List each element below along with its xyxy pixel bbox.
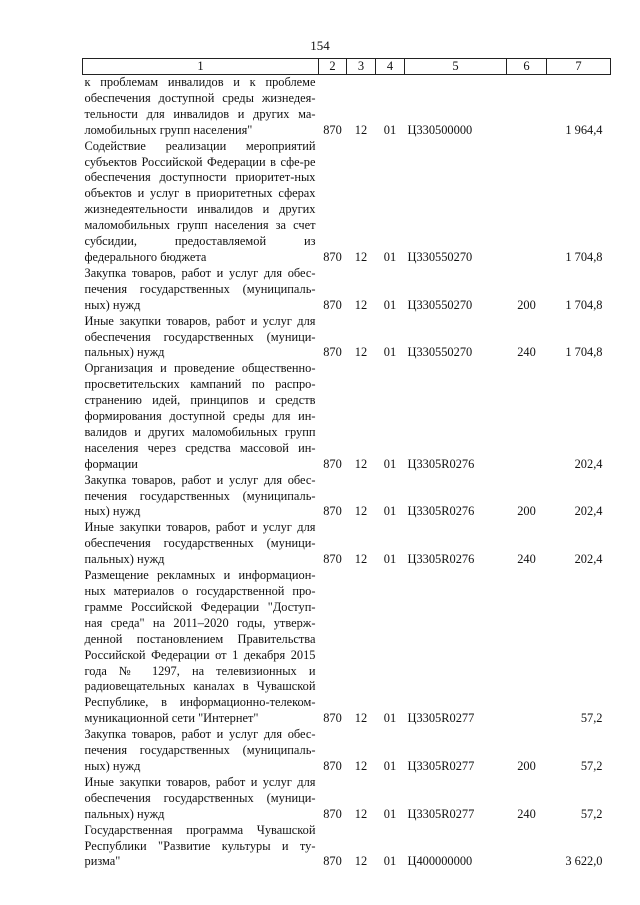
row-vr-cell: 200 [517, 758, 536, 773]
row-csr-cell: Ц330550270 [407, 249, 473, 264]
row-gr-cell: 870 [323, 854, 342, 869]
row-name-cell: Закупка товаров, работ и услуг для обес-печения государственных (муниципаль-ных) нужд [84, 727, 316, 773]
table-row [83, 75, 611, 139]
row-name-cell: Иные закупки товаров, работ и услуг для обеспечения государственных (муници-пальных) нужд [84, 313, 316, 360]
row-sum-cell: 1 704,8 [565, 249, 603, 264]
row-csr-cell: Ц330550270 [407, 345, 473, 360]
row-csr-cell: Ц3305R0277 [407, 758, 475, 773]
table-row [83, 473, 611, 521]
row-vr-cell [507, 75, 547, 139]
row-rz-cell: 12 [354, 297, 368, 312]
table-row [83, 266, 611, 314]
column-header-3: 3 [347, 59, 376, 75]
row-name-cell: Организация и проведение общественно-просветительских кампаний по распро-странению идей, принципов и средств формирования доступной среды для ин-валидов и других маломобильных групп населения через средства массовой ин-формации [84, 361, 316, 471]
row-name-cell: Иные закупки товаров, работ и услуг для обеспечения государственных (муници-пальных) нужд [84, 520, 316, 567]
row-sum-cell: 1 704,8 [565, 297, 603, 312]
row-gr-cell: 870 [323, 345, 342, 360]
row-pr-cell: 01 [383, 854, 397, 869]
row-vr-cell: 200 [517, 297, 536, 312]
row-gr-cell: 870 [323, 122, 342, 137]
row-sum-cell: 1 704,8 [565, 345, 603, 360]
row-name-cell: Закупка товаров, работ и услуг для обес-печения государственных (муниципаль-ных) нужд [84, 472, 316, 519]
row-sum-cell: 57,2 [580, 806, 603, 821]
row-sum-cell: 57,2 [580, 711, 603, 726]
row-vr-cell [507, 568, 547, 727]
row-gr-cell: 870 [323, 456, 342, 471]
row-pr-cell: 01 [383, 806, 397, 821]
column-header-5: 5 [405, 59, 507, 75]
row-rz-cell: 12 [354, 711, 368, 726]
row-rz-cell: 12 [354, 122, 368, 137]
column-header-4: 4 [376, 59, 405, 75]
row-rz-cell: 12 [354, 854, 368, 869]
row-rz-cell: 12 [354, 552, 368, 567]
row-rz-cell: 12 [354, 806, 368, 821]
row-gr-cell: 870 [323, 806, 342, 821]
column-header-6: 6 [507, 59, 547, 75]
row-rz-cell: 12 [354, 504, 368, 519]
row-pr-cell: 01 [383, 504, 397, 519]
table-row [83, 823, 611, 871]
row-name-cell: Государственная программа Чувашской Республики "Развитие культуры и ту-ризма" [84, 822, 316, 869]
page-number: 154 [310, 38, 330, 53]
row-rz-cell: 12 [354, 758, 368, 773]
row-csr-cell: Ц330550270 [407, 297, 473, 312]
row-name-cell: Размещение рекламных и информацион-ных материалов о государственной про-грамме Российской Федерации "Доступ-ная среда" на 2011–2020 годы, утверж-денной постановлением Правительства Российской Федерации от 1 декабря 2015 года № 1297, на телевизионных и радиовещательных каналах в Чувашской Республике, в информационно-телеком-муникационной сети "Интернет" [84, 568, 316, 726]
row-rz-cell: 12 [354, 456, 368, 471]
column-header-1: 1 [83, 59, 319, 75]
row-csr-cell: Ц3305R0277 [407, 806, 475, 821]
row-pr-cell: 01 [383, 122, 397, 137]
row-vr-cell: 240 [517, 552, 536, 567]
row-pr-cell: 01 [383, 297, 397, 312]
row-sum-cell: 57,2 [580, 758, 603, 773]
column-header-2: 2 [319, 59, 347, 75]
row-gr-cell: 870 [323, 552, 342, 567]
row-vr-cell: 200 [517, 504, 536, 519]
table-row [83, 139, 611, 266]
row-csr-cell: Ц3305R0276 [407, 456, 475, 471]
row-pr-cell: 01 [383, 249, 397, 264]
row-vr-cell [507, 361, 547, 472]
row-csr-cell: Ц330500000 [407, 122, 473, 137]
row-pr-cell: 01 [383, 345, 397, 360]
row-name-cell: Содействие реализации мероприятий субъектов Российской Федерации в сфе-ре обеспечения доступности приоритет-ных объектов и услуг в приоритетных сферах жизнедеятельности инвалидов и других маломобильных групп населения за счет субсидии, предоставляемой из федерального бюджета [84, 138, 316, 264]
row-gr-cell: 870 [323, 758, 342, 773]
table-row [83, 314, 611, 362]
row-pr-cell: 01 [383, 758, 397, 773]
row-csr-cell: Ц3305R0277 [407, 711, 475, 726]
row-name-cell: Закупка товаров, работ и услуг для обес-печения государственных (муниципаль-ных) нужд [84, 265, 316, 312]
table-row [83, 520, 611, 568]
row-gr-cell: 870 [323, 249, 342, 264]
budget-table [82, 58, 611, 870]
row-vr-cell: 240 [517, 806, 536, 821]
row-name-cell: к проблемам инвалидов и к проблеме обеспечения доступной среды жизнедея-тельности для инвалидов и других ма-ломобильных групп населения" [84, 75, 316, 137]
row-pr-cell: 01 [383, 552, 397, 567]
row-sum-cell: 3 622,0 [565, 854, 603, 869]
row-rz-cell: 12 [354, 249, 368, 264]
row-rz-cell: 12 [354, 345, 368, 360]
row-csr-cell: Ц400000000 [407, 854, 473, 869]
row-name-cell: Иные закупки товаров, работ и услуг для обеспечения государственных (муници-пальных) нужд [84, 774, 316, 821]
table-row [83, 568, 611, 727]
row-sum-cell: 1 964,4 [565, 122, 603, 137]
table-body [83, 75, 611, 871]
row-sum-cell: 202,4 [574, 456, 603, 471]
table-row [83, 775, 611, 823]
table-row [83, 361, 611, 472]
table-header-row [83, 59, 611, 75]
table-row [83, 727, 611, 775]
column-header-7: 7 [547, 59, 611, 75]
row-csr-cell: Ц3305R0276 [407, 552, 475, 567]
row-sum-cell: 202,4 [574, 504, 603, 519]
row-gr-cell: 870 [323, 711, 342, 726]
row-pr-cell: 01 [383, 456, 397, 471]
row-gr-cell: 870 [323, 504, 342, 519]
row-pr-cell: 01 [383, 711, 397, 726]
row-sum-cell: 202,4 [574, 552, 603, 567]
row-csr-cell: Ц3305R0276 [407, 504, 475, 519]
row-vr-cell [507, 139, 547, 266]
row-vr-cell [507, 823, 547, 871]
row-vr-cell: 240 [517, 345, 536, 360]
row-gr-cell: 870 [323, 297, 342, 312]
